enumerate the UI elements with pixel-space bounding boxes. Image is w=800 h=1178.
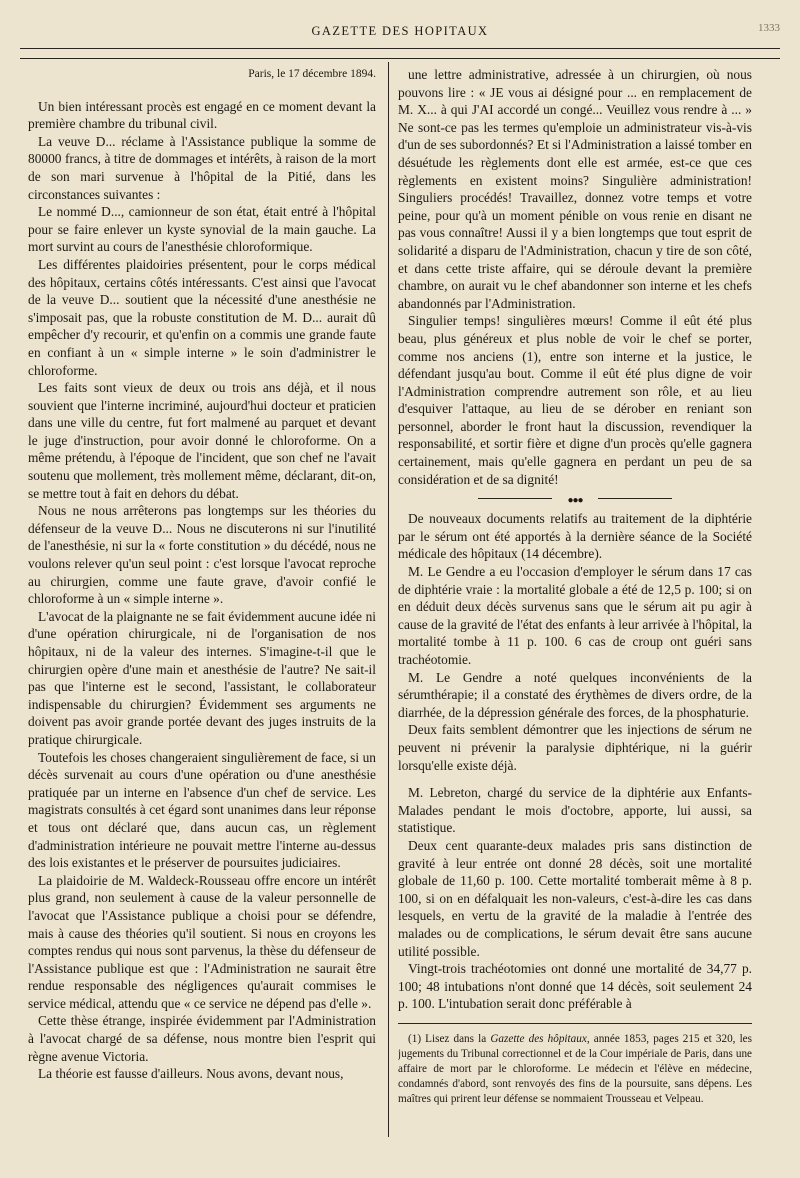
- article-paragraph: La veuve D... réclame à l'Assistance publique la somme de 80000 francs, à titre de dommages et intérêts, à raison de la mort de son mari survenue à l'hôpital de la Pitié, dans les circonstances suivantes :: [28, 133, 376, 202]
- article-paragraph: Vingt-trois trachéotomies ont donné une mortalité de 34,77 p. 100; 48 intubations n'ont donné que 14 décès, soit seulement 24 p. 100. L'intubation serait donc préférable à: [398, 961, 752, 1012]
- header-rule-double: [20, 58, 780, 59]
- column-divider: [388, 62, 389, 1137]
- article-paragraph: La plaidoirie de M. Waldeck-Rousseau offre encore un intérêt plus grand, non seulement à cause de la valeur personnelle de l'avocat que l'Assistance publique a choisi pour se défendre, mais à cause des théories qu'il soutient. Si nous en croyons les comptes rendus qui nous sont parvenus, la thèse du défenseur de l'Assistance publique est que : l'Administration ne saurait être rendue responsable des négligences qu'aurait commises le service médical, attendu que « ce service ne dépend pas d'elle ».: [28, 872, 376, 1011]
- article-paragraph: Nous ne nous arrêterons pas longtemps sur les théories du défenseur de la veuve D... Nous ne discuterons ni sur l'inutilité de l'anesthésie, ni sur la « forte constitution » du décédé, nous ne voulons relever qu'un seul point : c'est lorsque l'avocat reproche au chirurgien, comme une faute grave, d'avoir confié le chloroforme à un « simple interne ».: [28, 503, 376, 607]
- article-paragraph: L'avocat de la plaignante ne se fait évidemment aucune idée ni d'une opération chirurgicale, ni de l'organisation de nos hôpitaux, ni de la valeur des internes. S'imagine-t-il que le chirurgien opère d'une main et anesthésie de l'autre? Ne sait-il pas que l'interne est le second, l'assistant, le collaborateur indispensable du chirurgien? Évidemment ses arguments ne doivent pas avoir grande portée devant des juges instruits de la pratique chirurgicale.: [28, 608, 376, 747]
- article-paragraph: Le nommé D..., camionneur de son état, était entré à l'hôpital pour se faire enlever un kyste synovial de la main gauche. La mort survint au cours de l'anesthésie chloroformique.: [28, 204, 376, 255]
- paragraph-gap: [398, 774, 752, 784]
- article-paragraph: Singulier temps! singulières mœurs! Comme il eût été plus beau, plus généreux et plus noble de voir le chef se porter, comme nos anciens (1), entre son interne et la justice, le défendant jusqu'au bout. Comme il eût été plus digne de voir l'Administration comprendre autrement son rôle, et au lieu d'esquiver l'attaque, au lieu de se dérober en reniant son personnel, aborder le front haut la discussion, revendiquer la responsabilité, et sortir fière et digne d'un procès qu'elle gagnera certainement, mais qu'elle gagnera en perdant un peu de sa considération et de sa dignité!: [398, 313, 752, 487]
- footnote-lead: (1) Lisez dans la: [408, 1032, 491, 1045]
- footnote-body: , année 1853, pages 215 et 320, les jugements du Tribunal correctionnel et de la Cour impériale de Paris, dans une affaire de mort par le chloroforme. Le médecin et l'élève en médecine, condamnés d'abord, sont renvoyés des fins de la poursuite, sans dépens. Les maîtres qui prirent leur défense se nommaient Trousseau et Velpeau.: [398, 1032, 752, 1105]
- article-paragraph: M. Lebreton, chargé du service de la diphtérie aux Enfants-Malades pendant le mois d'octobre, apporte, lui aussi, sa statistique.: [398, 785, 752, 836]
- article-paragraph: Deux faits semblent démontrer que les injections de sérum ne peuvent ni prévenir la paralysie diphtérique, ni la guérir lorsqu'elle existe déjà.: [398, 722, 752, 773]
- article-paragraph: M. Le Gendre a eu l'occasion d'employer le sérum dans 17 cas de diphtérie vraie : la mortalité globale a été de 12,5 p. 100; si on en déduit deux décès survenus sans que le sérum ait pu agir à cause de la gravité de l'état des enfants à leur arrivée à l'hôpital, la mortalité tombe à 11 p. 100. 6 cas de croup ont guéri sans trachéotomie.: [398, 564, 752, 667]
- article-paragraph: Les différentes plaidoiries présentent, pour le corps médical des hôpitaux, certains côtés intéressants. C'est ainsi que l'avocat de la veuve D... soutient que la nécessité d'une anesthésie ne s'imposait pas, que la robuste constitution de M. D... aurait dû empêcher d'y recourir, et qu'enfin on a commis une grande faute en confiant à un « simple interne » le soin d'administrer le chloroforme.: [28, 256, 376, 378]
- separator-ornament: ●●●: [552, 492, 598, 510]
- journal-title: GAZETTE DES HOPITAUX: [311, 24, 489, 38]
- article-paragraph: Cette thèse étrange, inspirée évidemment par l'Administration à l'avocat chargé de sa défense, nous montre bien l'esprit qui règne avenue Victoria.: [28, 1013, 376, 1064]
- article-paragraph: Toutefois les choses changeraient singulièrement de face, si un décès survenait au cours d'une opération ou d'une anesthésie pratiquée par un interne en l'absence d'un chef de service. Les magistrats consultés à cet égard sont unanimes dans leur réponse et tous ont déclaré que, dans aucun cas, un règlement d'administration intérieure ne pouvait mettre l'interne au-dessus des lois existantes et le préserver de poursuites judiciaires.: [28, 749, 376, 871]
- footnote-rule: [398, 1023, 752, 1024]
- article-paragraph: Deux cent quarante-deux malades pris sans distinction de gravité à leur entrée ont donné 28 décès, soit une mortalité globale de 11,60 p. 100. Cette mortalité tomberait même à 8 p. 100, si on en défalquait les non-valeurs, c'est-à-dire les cas dans lesquels, en vertu de la gravité de la maladie à l'entrée des malades ou de complications, le sérum devait être sans aucune utilité possible.: [398, 837, 752, 959]
- article-paragraph: une lettre administrative, adressée à un chirurgien, où nous pouvons lire : « JE vous ai désigné pour ... en remplacement de M. X... à qui J'AI accordé un congé... Veuillez vous rendre à ... » Ne sont-ce pas les termes qu'emploie un administrateur vis-à-vis d'un de ses subordonnés? Et si l'Administration a laissé tomber en désuétude les règlements dont elle est armée, est-ce que ces règlements en existent moins? Singulière administration! Singuliers procédés! Travaillez, donnez votre temps et votre peine, pour qu'à un moment pénible on vous renie en disant ne pas vous connaître! Aussi il y a bien longtemps que tout esprit de solidarité a disparu de l'Administration, chacun y tire de son côté, et dans cette triste affaire, qui se déroule devant la première chambre, on aurait vu le chef abandonner son interne et les chefs abandonnés par l'Administration.: [398, 67, 752, 311]
- right-column: [398, 66, 752, 1141]
- page-header: [20, 22, 780, 46]
- article-paragraph: De nouveaux documents relatifs au traitement de la diphtérie par le sérum ont été apportés à la dernière séance de la Société médicale des hôpitaux (14 décembre).: [398, 511, 752, 562]
- article-paragraph: Les faits sont vieux de deux ou trois ans déjà, et il nous souvient que l'interne incriminé, aujourd'hui docteur et praticien dans une ville du centre, fut fort malmené au parquet et devant le juge d'instruction, pour avoir donné le chloroforme. On a même prétendu, à l'époque de l'incident, que son chef ne l'avait soutenu que mollement, très mollement même, déclarant, dit-on, se mettre tout à fait en dehors du débat.: [28, 380, 376, 501]
- footnote: [398, 1032, 752, 1107]
- header-rule: [20, 48, 780, 49]
- page-number: 1333: [758, 22, 780, 34]
- article-paragraph: M. Le Gendre a noté quelques inconvénients de la sérumthérapie; il a constaté des érythèmes de divers ordre, de la diarrhée, de la dépression générale des forces, de la phosphaturie.: [398, 669, 752, 720]
- section-separator: [398, 488, 752, 510]
- article-paragraph: Un bien intéressant procès est engagé en ce moment devant la première chambre du tribunal civil.: [28, 98, 376, 132]
- left-column: [28, 66, 376, 1141]
- footnote-journal-title: Gazette des hôpitaux: [490, 1032, 587, 1045]
- article-paragraph: La théorie est fausse d'ailleurs. Nous avons, devant nous,: [38, 1066, 344, 1082]
- dateline: Paris, le 17 décembre 1894.: [248, 68, 376, 80]
